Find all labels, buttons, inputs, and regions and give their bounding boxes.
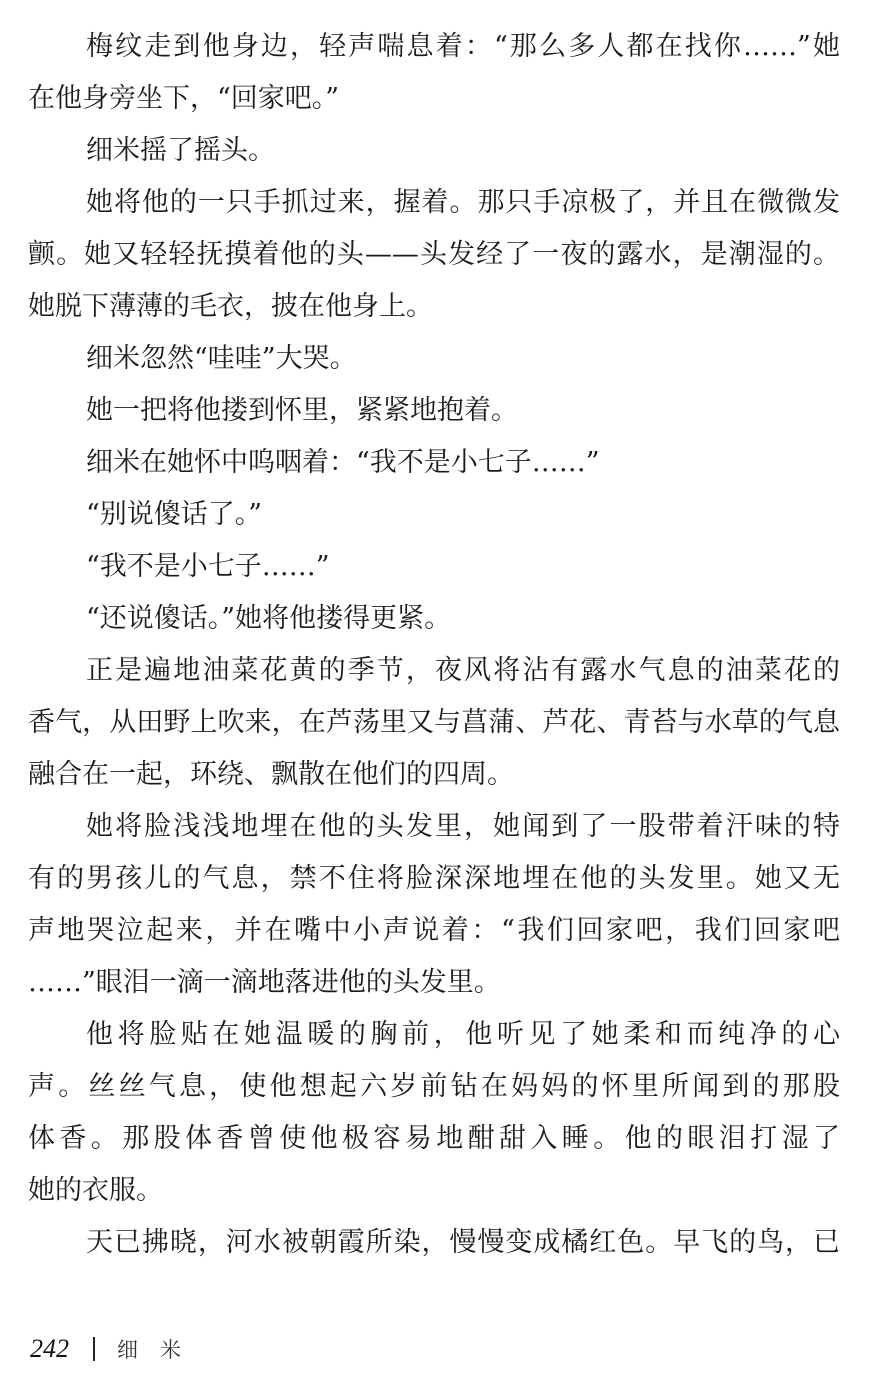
running-head-title: 细米 xyxy=(117,1338,203,1362)
text-line: ……”眼泪一滴一滴地落进他的头发里。 xyxy=(28,967,501,998)
text-line: 他将脸贴在她温暖的胸前，他听见了她柔和而纯净的心 xyxy=(86,1019,840,1050)
text-line: 颤。她又轻轻抚摸着他的头——头发经了一夜的露水，是潮湿的。 xyxy=(28,239,840,270)
text-line: 声地哭泣起来，并在嘴中小声说着：“我们回家吧，我们回家吧 xyxy=(28,915,840,946)
text-line: 在他身旁坐下，“回家吧。” xyxy=(28,83,340,114)
footer-separator xyxy=(93,1337,95,1361)
text-line: 细米在她怀中呜咽着：“我不是小七子……” xyxy=(86,447,600,478)
text-line: 她脱下薄薄的毛衣，披在他身上。 xyxy=(28,291,433,322)
page-number: 242 xyxy=(30,1334,69,1363)
text-line: 她的衣服。 xyxy=(28,1175,163,1206)
text-line: 细米摇了摇头。 xyxy=(86,135,275,166)
text-line: 香气，从田野上吹来，在芦荡里又与菖蒲、芦花、青苔与水草的气息 xyxy=(28,707,840,738)
text-line: 体香。那股体香曾使他极容易地酣甜入睡。他的眼泪打湿了 xyxy=(28,1123,840,1154)
text-line: 她一把将他搂到怀里，紧紧地抱着。 xyxy=(86,395,518,426)
text-line: “别说傻话了。” xyxy=(86,499,263,530)
text-line: 声。丝丝气息，使他想起六岁前钻在妈妈的怀里所闻到的那股 xyxy=(28,1071,840,1102)
text-line: 正是遍地油菜花黄的季节，夜风将沾有露水气息的油菜花的 xyxy=(86,655,840,686)
text-line: 天已拂晓，河水被朝霞所染，慢慢变成橘红色。早飞的鸟，已 xyxy=(86,1227,840,1258)
text-line: “还说傻话。”她将他搂得更紧。 xyxy=(86,603,452,634)
page-footer xyxy=(30,1332,203,1366)
text-line: 她将他的一只手抓过来，握着。那只手凉极了，并且在微微发 xyxy=(86,187,840,218)
text-line: 她将脸浅浅地埋在他的头发里，她闻到了一股带着汗味的特 xyxy=(86,811,840,842)
text-line: “我不是小七子……” xyxy=(86,551,330,582)
text-line: 融合在一起，环绕、飘散在他们的四周。 xyxy=(28,759,514,790)
text-line: 细米忽然“哇哇”大哭。 xyxy=(86,343,357,374)
text-line: 有的男孩儿的气息，禁不住将脸深深地埋在他的头发里。她又无 xyxy=(28,863,840,894)
text-line: 梅纹走到他身边，轻声喘息着：“那么多人都在找你……”她 xyxy=(86,31,840,62)
